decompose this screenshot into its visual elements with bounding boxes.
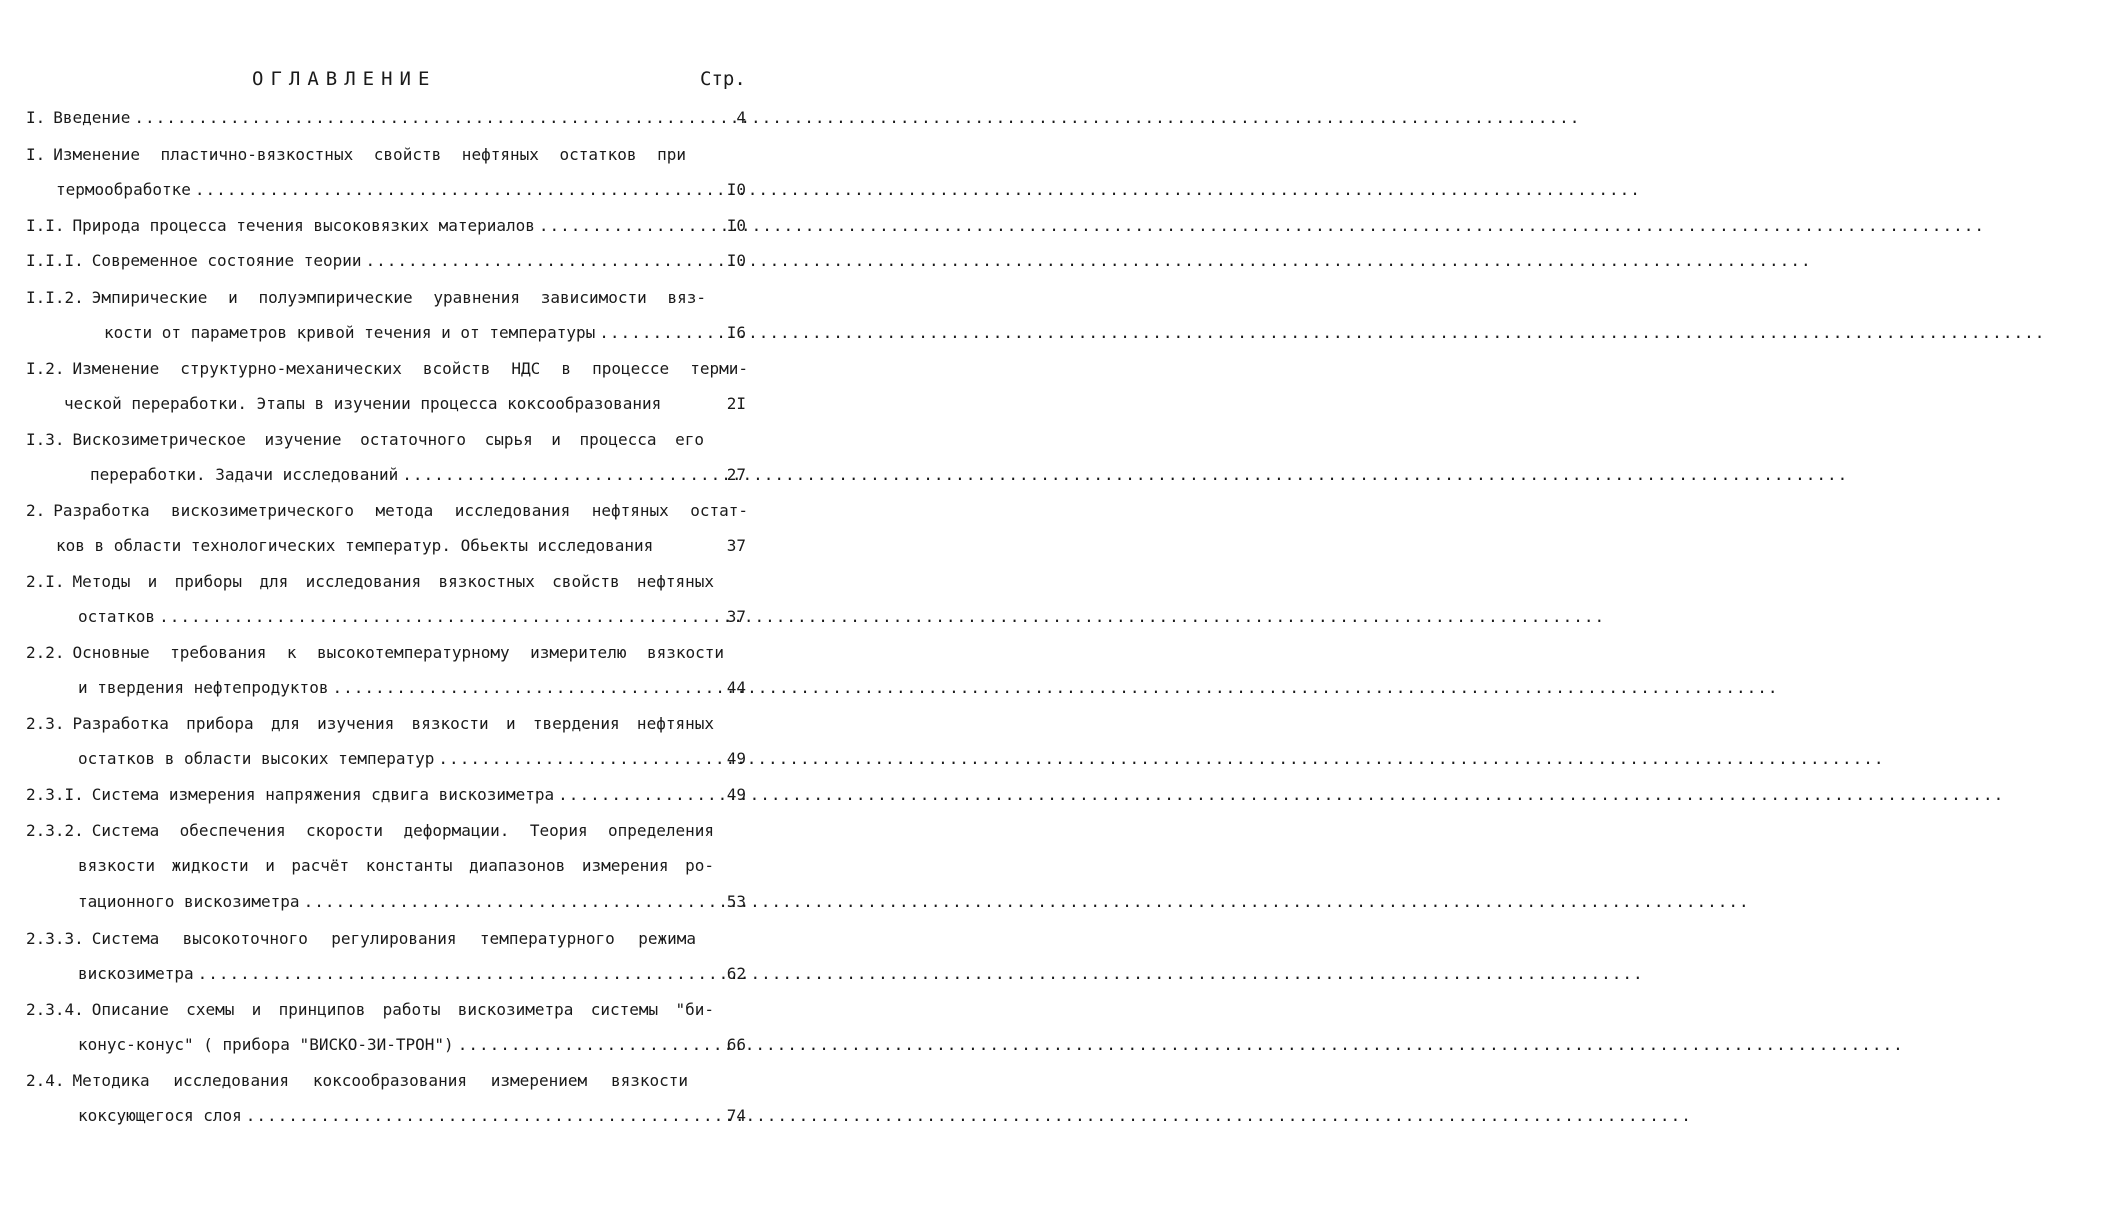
entry-title-cont: кости от параметров кривой течения и от температуры	[104, 323, 596, 342]
toc-entry	[26, 425, 704, 455]
toc-entry	[26, 1066, 688, 1096]
toc-entry-continuation	[104, 318, 746, 348]
entry-number: 2.3.	[26, 714, 65, 733]
entry-number: I.I.I.	[26, 251, 84, 270]
dot-leader	[134, 103, 716, 133]
entry-number: I.I.2.	[26, 288, 84, 307]
entry-title-cont: остатков	[78, 607, 156, 626]
dot-leader	[198, 959, 716, 989]
toc-entry-continuation	[78, 1030, 746, 1060]
page-title: ОГЛАВЛЕНИЕ	[252, 68, 437, 90]
entry-number: 2.I.	[26, 572, 65, 591]
toc-entry	[26, 354, 748, 384]
entry-number: 2.	[26, 501, 46, 520]
toc-entry	[26, 709, 714, 739]
entry-number: 2.2.	[26, 643, 65, 662]
toc-entry	[26, 924, 696, 954]
entry-title: Природа процесса течения высоковязких материалов	[72, 216, 535, 235]
entry-title: Современное состояние теории	[91, 251, 362, 270]
entry-title: Описание схемы и принципов работы вискозиметра системы "би-	[91, 1000, 714, 1019]
entry-title-cont: коксующегося слоя	[78, 1106, 242, 1125]
entry-title-cont: переработки. Задачи исследований	[90, 465, 399, 484]
entry-number: I.	[26, 108, 46, 127]
entry-title-cont: остатков в области высоких температур	[78, 749, 435, 768]
toc-entry	[26, 995, 714, 1025]
page-column-label: Стр.	[700, 68, 746, 90]
entry-title: Система высокоточного регулирования температурного режима	[91, 929, 696, 948]
entry-number: 2.3.2.	[26, 821, 84, 840]
entry-title: Методика исследования коксообразования измерением вязкости	[72, 1071, 688, 1090]
toc-entry-continuation	[78, 744, 746, 774]
entry-title-cont: ков в области технологических температур. Обьекты исследования	[56, 536, 654, 555]
toc-entry	[26, 211, 746, 241]
entry-page: I6	[726, 323, 746, 342]
dot-leader	[332, 673, 716, 703]
entry-title: Система измерения напряжения сдвига вискозиметра	[91, 785, 555, 804]
entry-title: Основные требования к высокотемпературному измерителю вязкости	[72, 643, 724, 662]
entry-title-cont: термообработке	[56, 180, 191, 199]
entry-page: I0	[726, 180, 746, 199]
entry-page: I0	[726, 216, 746, 235]
toc-entry	[26, 567, 714, 597]
entry-title: Разработка прибора для изучения вязкости и твердения нефтяных	[72, 714, 714, 733]
entry-title-cont: и твердения нефтепродуктов	[78, 678, 329, 697]
entry-number: 2.3.I.	[26, 785, 84, 804]
entry-page: 62	[726, 964, 746, 983]
toc-entry	[26, 638, 724, 668]
toc-entry	[26, 816, 714, 846]
entry-title: Методы и приборы для исследования вязкостных свойств нефтяных	[72, 572, 714, 591]
entry-page: 53	[726, 892, 746, 911]
dot-leader	[539, 211, 716, 241]
entry-title: Введение	[53, 108, 131, 127]
entry-title: Разработка вискозиметрического метода исследования нефтяных остат-	[53, 501, 748, 520]
entry-number: I.	[26, 145, 46, 164]
entry-page: 49	[726, 749, 746, 768]
entry-number: I.3.	[26, 430, 65, 449]
entry-title: Система обеспечения скорости деформации. Теория определения	[91, 821, 714, 840]
entry-page: 2I	[726, 394, 746, 413]
toc-entry	[26, 246, 746, 276]
entry-page: 37	[726, 536, 746, 555]
entry-page: 27	[726, 465, 746, 484]
document-page	[0, 0, 796, 1227]
dot-leader	[558, 780, 716, 810]
entry-title-cont: ческой переработки. Этапы в изучении процесса коксообразования	[64, 394, 662, 413]
toc-entry	[26, 496, 748, 526]
entry-number: 2.3.3.	[26, 929, 84, 948]
dot-leader	[402, 460, 716, 490]
entry-title: Эмпирические и полуэмпирические уравнения зависимости вяз-	[91, 288, 706, 307]
dot-leader	[438, 744, 716, 774]
entry-number: I.I.	[26, 216, 65, 235]
entry-number: 2.4.	[26, 1071, 65, 1090]
entry-page: 37	[726, 607, 746, 626]
toc-entry-continuation	[64, 389, 746, 419]
entry-page: 74	[726, 1106, 746, 1125]
toc-entry-continuation	[78, 602, 746, 632]
entry-title: Вискозиметрическое изучение остаточного сырья и процесса его	[72, 430, 704, 449]
entry-title: Изменение структурно-механических всойств НДС в процессе терми-	[72, 359, 748, 378]
entry-title-cont: вискозиметра	[78, 964, 194, 983]
entry-number: I.2.	[26, 359, 65, 378]
dot-leader	[599, 318, 716, 348]
dot-leader	[366, 246, 716, 276]
entry-page: 49	[726, 785, 746, 804]
toc-entry-continuation	[56, 531, 746, 561]
entry-title: Изменение пластично-вязкостных свойств нефтяных остатков при	[53, 145, 686, 164]
toc-entry-continuation	[78, 673, 746, 703]
toc-entry-continuation	[78, 1101, 746, 1131]
toc-entry-continuation	[90, 460, 746, 490]
toc-entry-continuation	[78, 851, 714, 881]
toc-entry-continuation	[78, 887, 746, 917]
entry-page: 4	[736, 108, 746, 127]
entry-title-cont: конус-конус" ( прибора "ВИСКО-ЗИ-ТРОН")	[78, 1035, 454, 1054]
entry-title-cont: вязкости жидкости и расчёт константы диапазонов измерения ро-	[78, 856, 714, 875]
toc-entry-continuation	[56, 175, 746, 205]
entry-page: I0	[726, 251, 746, 270]
dot-leader	[246, 1101, 716, 1131]
toc-entry	[26, 140, 686, 170]
toc-entry-continuation	[78, 959, 746, 989]
dot-leader	[458, 1030, 716, 1060]
toc-entry	[26, 283, 706, 313]
entry-page: 44	[726, 678, 746, 697]
dot-leader	[304, 887, 716, 917]
toc-header	[0, 68, 796, 98]
entry-number: 2.3.4.	[26, 1000, 84, 1019]
dot-leader	[195, 175, 716, 205]
entry-title-cont: тационного вискозиметра	[78, 892, 300, 911]
entry-page: 66	[726, 1035, 746, 1054]
toc-entry	[26, 103, 746, 133]
toc-entry	[26, 780, 746, 810]
dot-leader	[159, 602, 716, 632]
